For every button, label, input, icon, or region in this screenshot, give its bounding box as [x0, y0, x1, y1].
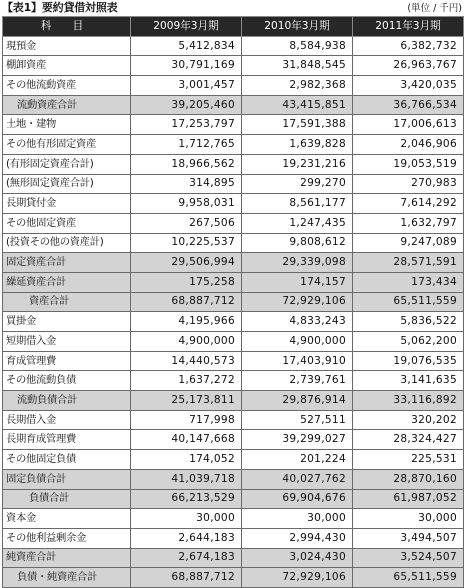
cell-fy2009: 175,258 [131, 272, 242, 292]
cell-fy2011: 30,000 [353, 509, 464, 529]
cell-fy2011: 173,434 [353, 272, 464, 292]
column-header-fy2009: 2009年3月期 [131, 17, 242, 37]
cell-fy2011: 270,983 [353, 174, 464, 194]
cell-fy2010: 299,270 [242, 174, 353, 194]
cell-fy2010: 1,247,435 [242, 213, 353, 233]
row-label: 現預金 [3, 36, 131, 56]
row-label: 負債合計 [3, 489, 131, 509]
column-header-subject: 科 目 [3, 17, 131, 37]
cell-fy2011: 1,632,797 [353, 213, 464, 233]
row-label: (無形固定資産合計) [3, 174, 131, 194]
table-row [3, 312, 464, 332]
row-label: その他固定資産 [3, 213, 131, 233]
table-title: 【表1】要約貸借対照表 [2, 1, 118, 14]
cell-fy2009: 2,644,183 [131, 528, 242, 548]
row-label: 負債・純資産合計 [3, 568, 131, 588]
row-label: その他利益剰余金 [3, 528, 131, 548]
cell-fy2010: 3,024,430 [242, 548, 353, 568]
cell-fy2010: 69,904,676 [242, 489, 353, 509]
cell-fy2011: 320,202 [353, 410, 464, 430]
cell-fy2011: 9,247,089 [353, 233, 464, 253]
row-label: 固定資産合計 [3, 253, 131, 273]
cell-fy2011: 2,046,906 [353, 135, 464, 155]
cell-fy2009: 30,791,169 [131, 56, 242, 76]
cell-fy2009: 29,506,994 [131, 253, 242, 273]
cell-fy2010: 9,808,612 [242, 233, 353, 253]
cell-fy2010: 31,848,545 [242, 56, 353, 76]
cell-fy2009: 3,001,457 [131, 76, 242, 96]
cell-fy2009: 2,674,183 [131, 548, 242, 568]
table-row-total [3, 292, 464, 312]
table-row [3, 36, 464, 56]
row-label: 資産合計 [3, 292, 131, 312]
table-row [3, 76, 464, 96]
row-label: その他有形固定資産 [3, 135, 131, 155]
cell-fy2011: 225,531 [353, 450, 464, 470]
header-row [3, 17, 464, 37]
table-row [3, 194, 464, 214]
cell-fy2010: 39,299,027 [242, 430, 353, 450]
row-label: 長期借入金 [3, 410, 131, 430]
row-label: 土地・建物 [3, 115, 131, 135]
cell-fy2010: 30,000 [242, 509, 353, 529]
row-label: (投資その他の資産計) [3, 233, 131, 253]
cell-fy2011: 19,053,519 [353, 154, 464, 174]
table-row [3, 213, 464, 233]
cell-fy2011: 65,511,559 [353, 568, 464, 588]
table-row [3, 174, 464, 194]
table-row [3, 430, 464, 450]
document-header [0, 0, 466, 16]
cell-fy2009: 9,958,031 [131, 194, 242, 214]
cell-fy2010: 17,591,388 [242, 115, 353, 135]
balance-sheet-table [2, 16, 464, 588]
cell-fy2011: 28,870,160 [353, 469, 464, 489]
table-row-total [3, 391, 464, 411]
row-label: 流動資産合計 [3, 95, 131, 115]
table-row-total [3, 253, 464, 273]
cell-fy2009: 39,205,460 [131, 95, 242, 115]
table-row [3, 332, 464, 352]
cell-fy2009: 5,412,834 [131, 36, 242, 56]
cell-fy2009: 267,506 [131, 213, 242, 233]
cell-fy2010: 201,224 [242, 450, 353, 470]
cell-fy2010: 2,739,761 [242, 371, 353, 391]
cell-fy2009: 1,637,272 [131, 371, 242, 391]
cell-fy2010: 2,982,368 [242, 76, 353, 96]
table-row [3, 56, 464, 76]
cell-fy2010: 72,929,106 [242, 292, 353, 312]
cell-fy2011: 26,963,767 [353, 56, 464, 76]
cell-fy2011: 19,076,535 [353, 351, 464, 371]
table-row [3, 233, 464, 253]
cell-fy2009: 4,900,000 [131, 332, 242, 352]
cell-fy2011: 6,382,732 [353, 36, 464, 56]
cell-fy2011: 36,766,534 [353, 95, 464, 115]
cell-fy2010: 29,876,914 [242, 391, 353, 411]
cell-fy2011: 7,614,292 [353, 194, 464, 214]
row-label: 買掛金 [3, 312, 131, 332]
cell-fy2011: 28,324,427 [353, 430, 464, 450]
column-header-fy2011: 2011年3月期 [353, 17, 464, 37]
row-label: 長期育成管理費 [3, 430, 131, 450]
cell-fy2009: 30,000 [131, 509, 242, 529]
cell-fy2009: 14,440,573 [131, 351, 242, 371]
cell-fy2010: 8,561,177 [242, 194, 353, 214]
cell-fy2010: 527,511 [242, 410, 353, 430]
table-row [3, 351, 464, 371]
cell-fy2009: 68,887,712 [131, 292, 242, 312]
cell-fy2010: 1,639,828 [242, 135, 353, 155]
cell-fy2009: 17,253,797 [131, 115, 242, 135]
row-label: その他固定負債 [3, 450, 131, 470]
unit-note: (単位 / 千円) [407, 3, 462, 14]
table-row [3, 371, 464, 391]
cell-fy2010: 72,929,106 [242, 568, 353, 588]
cell-fy2009: 4,195,966 [131, 312, 242, 332]
cell-fy2011: 28,571,591 [353, 253, 464, 273]
table-row [3, 450, 464, 470]
table-row [3, 154, 464, 174]
cell-fy2011: 3,420,035 [353, 76, 464, 96]
cell-fy2009: 18,966,562 [131, 154, 242, 174]
cell-fy2009: 717,998 [131, 410, 242, 430]
table-row-total [3, 469, 464, 489]
table-row-total [3, 489, 464, 509]
cell-fy2010: 19,231,216 [242, 154, 353, 174]
row-label: 短期借入金 [3, 332, 131, 352]
row-label: 繰延資産合計 [3, 272, 131, 292]
cell-fy2011: 65,511,559 [353, 292, 464, 312]
table-row [3, 135, 464, 155]
row-label: 固定負債合計 [3, 469, 131, 489]
cell-fy2011: 3,494,507 [353, 528, 464, 548]
row-label: その他流動資産 [3, 76, 131, 96]
cell-fy2011: 17,006,613 [353, 115, 464, 135]
row-label: 流動負債合計 [3, 391, 131, 411]
cell-fy2011: 33,116,892 [353, 391, 464, 411]
column-header-fy2010: 2010年3月期 [242, 17, 353, 37]
cell-fy2009: 1,712,765 [131, 135, 242, 155]
cell-fy2011: 5,836,522 [353, 312, 464, 332]
cell-fy2009: 10,225,537 [131, 233, 242, 253]
row-label: 育成管理費 [3, 351, 131, 371]
table-body [3, 36, 464, 587]
row-label: 長期貸付金 [3, 194, 131, 214]
cell-fy2010: 174,157 [242, 272, 353, 292]
table-row [3, 115, 464, 135]
cell-fy2011: 3,524,507 [353, 548, 464, 568]
cell-fy2011: 61,987,052 [353, 489, 464, 509]
cell-fy2009: 66,213,529 [131, 489, 242, 509]
table-header [3, 17, 464, 37]
cell-fy2009: 174,052 [131, 450, 242, 470]
cell-fy2010: 4,833,243 [242, 312, 353, 332]
cell-fy2010: 4,900,000 [242, 332, 353, 352]
table-row-total [3, 548, 464, 568]
cell-fy2010: 29,339,098 [242, 253, 353, 273]
cell-fy2009: 41,039,718 [131, 469, 242, 489]
cell-fy2009: 68,887,712 [131, 568, 242, 588]
cell-fy2011: 3,141,635 [353, 371, 464, 391]
cell-fy2010: 2,994,430 [242, 528, 353, 548]
cell-fy2010: 43,415,851 [242, 95, 353, 115]
row-label: (有形固定資産合計) [3, 154, 131, 174]
cell-fy2010: 17,403,910 [242, 351, 353, 371]
cell-fy2009: 40,147,668 [131, 430, 242, 450]
row-label: 資本金 [3, 509, 131, 529]
table-row-total [3, 272, 464, 292]
cell-fy2009: 314,895 [131, 174, 242, 194]
row-label: 純資産合計 [3, 548, 131, 568]
cell-fy2010: 40,027,762 [242, 469, 353, 489]
table-row [3, 410, 464, 430]
table-row [3, 528, 464, 548]
table-row [3, 509, 464, 529]
cell-fy2011: 5,062,200 [353, 332, 464, 352]
row-label: 棚卸資産 [3, 56, 131, 76]
table-row-total [3, 95, 464, 115]
row-label: その他流動負債 [3, 371, 131, 391]
table-row-total [3, 568, 464, 588]
cell-fy2010: 8,584,938 [242, 36, 353, 56]
cell-fy2009: 25,173,811 [131, 391, 242, 411]
